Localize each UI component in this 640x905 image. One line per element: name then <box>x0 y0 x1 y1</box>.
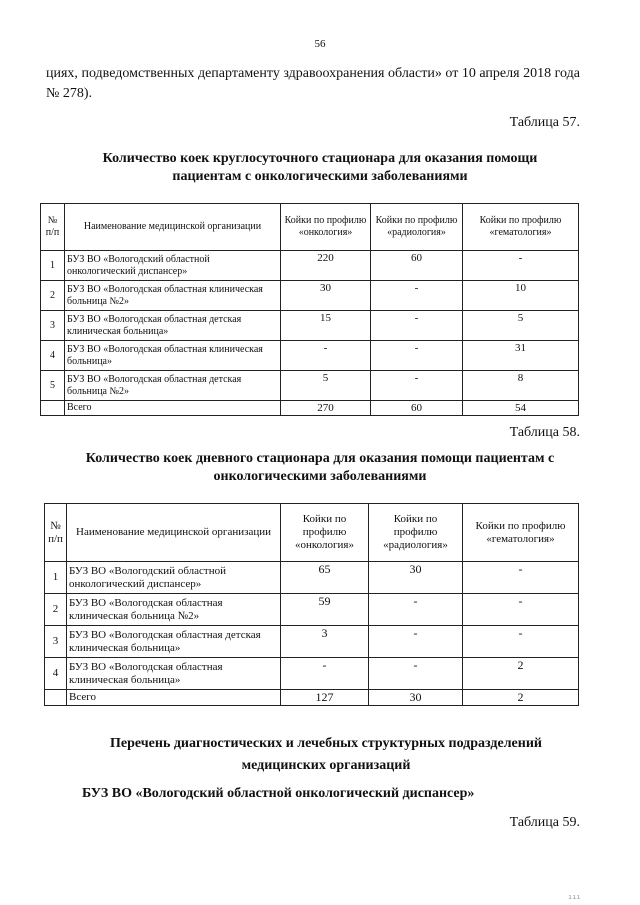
table-59-label: Таблица 59. <box>509 815 580 830</box>
table-row <box>45 562 579 594</box>
table-row <box>41 341 579 371</box>
hematology-beds: 8 <box>463 371 579 401</box>
margin-mark: ııı <box>568 893 581 901</box>
table-row <box>45 626 579 658</box>
table-58 <box>44 503 579 706</box>
oncology-beds: 30 <box>281 281 371 311</box>
section-heading: Перечень диагностических и лечебных структурных подразделений медицинских организаций <box>110 736 542 773</box>
hematology-beds: - <box>463 251 579 281</box>
radiology-beds: 60 <box>371 251 463 281</box>
table-row <box>41 311 579 341</box>
col-header-radiology: Койки по профилю «радиология» <box>371 204 463 251</box>
table-row <box>45 658 579 690</box>
organization-name: БУЗ ВО «Вологодская областная клиническая больница №2» <box>65 281 281 311</box>
radiology-beds: - <box>371 311 463 341</box>
table-58-label: Таблица 58. <box>509 425 580 440</box>
subsection-heading: БУЗ ВО «Вологодский областной онкологический диспансер» <box>82 786 475 801</box>
row-number: 1 <box>45 562 67 594</box>
organization-name: БУЗ ВО «Вологодский областной онкологический диспансер» <box>67 562 281 594</box>
total-radiology: 60 <box>371 401 463 416</box>
table-total-row <box>45 690 579 706</box>
hematology-beds: 10 <box>463 281 579 311</box>
oncology-beds: 3 <box>281 626 369 658</box>
total-label: Всего <box>65 401 281 416</box>
oncology-beds: 5 <box>281 371 371 401</box>
row-number: 3 <box>45 626 67 658</box>
radiology-beds: 30 <box>369 562 463 594</box>
col-header-organization: Наименование медицинской организации <box>65 204 281 251</box>
oncology-beds: - <box>281 658 369 690</box>
oncology-beds: 220 <box>281 251 371 281</box>
total-blank-cell <box>41 401 65 416</box>
col-header-number: № п/п <box>41 204 65 251</box>
page-number: 56 <box>314 38 326 50</box>
row-number: 4 <box>45 658 67 690</box>
total-label: Всего <box>67 690 281 706</box>
oncology-beds: 59 <box>281 594 369 626</box>
table-row <box>45 594 579 626</box>
col-header-hematology: Койки по профилю «гематология» <box>463 204 579 251</box>
organization-name: БУЗ ВО «Вологодская областная детская клиническая больница» <box>67 626 281 658</box>
table-57-label: Таблица 57. <box>509 115 580 130</box>
hematology-beds: 5 <box>463 311 579 341</box>
col-header-oncology: Койки по профилю «онкология» <box>281 204 371 251</box>
hematology-beds: 2 <box>463 658 579 690</box>
row-number: 2 <box>41 281 65 311</box>
col-header-organization: Наименование медицинской организации <box>67 504 281 562</box>
table-row <box>41 281 579 311</box>
table-58-title: Количество коек дневного стационара для оказания помощи пациентам с онкологическими заболеваниями <box>85 451 555 484</box>
total-radiology: 30 <box>369 690 463 706</box>
total-oncology: 127 <box>281 690 369 706</box>
organization-name: БУЗ ВО «Вологодская областная клиническая больница» <box>65 341 281 371</box>
table-row <box>41 251 579 281</box>
hematology-beds: - <box>463 626 579 658</box>
row-number: 3 <box>41 311 65 341</box>
oncology-beds: 15 <box>281 311 371 341</box>
table-57-title: Количество коек круглосуточного стационара для оказания помощи пациентам с онкологическими заболеваниями <box>102 151 538 184</box>
row-number: 1 <box>41 251 65 281</box>
total-hematology: 2 <box>463 690 579 706</box>
col-header-oncology: Койки по профилю «онкология» <box>281 504 369 562</box>
radiology-beds: - <box>371 341 463 371</box>
table-57 <box>40 203 579 416</box>
table-header-row <box>41 204 579 251</box>
row-number: 2 <box>45 594 67 626</box>
organization-name: БУЗ ВО «Вологодский областной онкологический диспансер» <box>65 251 281 281</box>
radiology-beds: - <box>371 281 463 311</box>
hematology-beds: 31 <box>463 341 579 371</box>
table-row <box>41 371 579 401</box>
hematology-beds: - <box>463 594 579 626</box>
col-header-radiology: Койки по профилю «радиология» <box>369 504 463 562</box>
radiology-beds: - <box>371 371 463 401</box>
col-header-hematology: Койки по профилю «гематология» <box>463 504 579 562</box>
organization-name: БУЗ ВО «Вологодская областная клиническая больница» <box>67 658 281 690</box>
hematology-beds: - <box>463 562 579 594</box>
row-number: 4 <box>41 341 65 371</box>
radiology-beds: - <box>369 658 463 690</box>
total-blank-cell <box>45 690 67 706</box>
radiology-beds: - <box>369 626 463 658</box>
total-hematology: 54 <box>463 401 579 416</box>
table-header-row <box>45 504 579 562</box>
total-oncology: 270 <box>281 401 371 416</box>
oncology-beds: - <box>281 341 371 371</box>
organization-name: БУЗ ВО «Вологодская областная клиническая больница №2» <box>67 594 281 626</box>
table-total-row <box>41 401 579 416</box>
organization-name: БУЗ ВО «Вологодская областная детская больница №2» <box>65 371 281 401</box>
intro-paragraph: циях, подведомственных департаменту здравоохранения области» от 10 апреля 2018 года № 278). <box>46 66 580 101</box>
radiology-beds: - <box>369 594 463 626</box>
organization-name: БУЗ ВО «Вологодская областная детская клиническая больница» <box>65 311 281 341</box>
oncology-beds: 65 <box>281 562 369 594</box>
row-number: 5 <box>41 371 65 401</box>
col-header-number: № п/п <box>45 504 67 562</box>
